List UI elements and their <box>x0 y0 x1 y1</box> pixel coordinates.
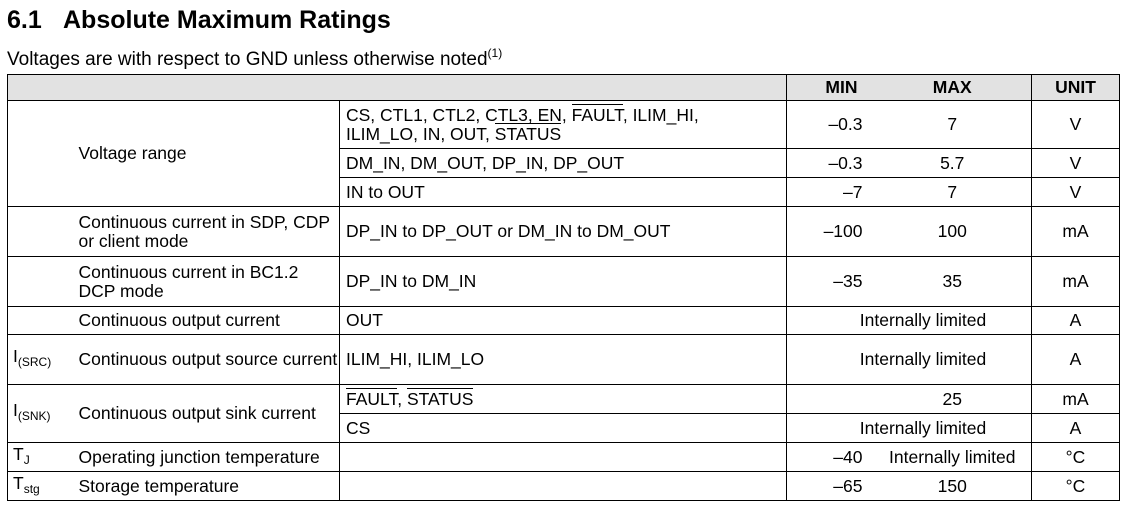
header-unit: UNIT <box>1032 75 1120 101</box>
description-cell: Continuous current in SDP, CDP or client mode <box>75 207 340 257</box>
description-cell: Continuous current in BC1.2 DCP mode <box>75 257 340 307</box>
min-cell: –0.3 <box>787 101 874 149</box>
condition-cell: CS <box>340 414 787 443</box>
condition-cell <box>340 472 787 501</box>
overbar-fault: FAULT <box>571 104 623 125</box>
max-cell: 5.7 <box>874 149 1032 178</box>
minmax-cell: Internally limited <box>787 307 1032 335</box>
unit-cell: °C <box>1032 443 1120 472</box>
unit-cell: A <box>1032 335 1120 385</box>
max-cell: 35 <box>874 257 1032 307</box>
table-row <box>8 307 1120 335</box>
condition-cell: ILIM_HI, ILIM_LO <box>340 335 787 385</box>
overbar-status: STATUS <box>406 388 474 409</box>
ratings-table <box>7 74 1120 501</box>
description-cell: Continuous output current <box>75 307 340 335</box>
description-cell: Continuous output source current <box>75 335 340 385</box>
max-cell: 25 <box>874 385 1032 414</box>
table-row <box>8 257 1120 307</box>
unit-cell: V <box>1032 101 1120 149</box>
header-row <box>8 75 1120 101</box>
description-cell: Operating junction temperature <box>75 443 340 472</box>
max-cell: 7 <box>874 178 1032 207</box>
min-cell: –35 <box>787 257 874 307</box>
table-row <box>8 101 1120 149</box>
section-heading <box>7 6 391 35</box>
max-cell: 100 <box>874 207 1032 257</box>
minmax-cell: Internally limited <box>787 414 1032 443</box>
min-cell <box>787 385 874 414</box>
unit-cell: A <box>1032 307 1120 335</box>
minmax-cell: Internally limited <box>787 335 1032 385</box>
unit-cell: V <box>1032 178 1120 207</box>
section-number: 6.1 <box>7 6 42 34</box>
description-cell: Storage temperature <box>75 472 340 501</box>
symbol-cell: $T_{stg}$ <box>8 472 75 501</box>
condition-cell: DM_IN, DM_OUT, DP_IN, DP_OUT <box>340 149 787 178</box>
min-cell: –7 <box>787 178 874 207</box>
overbar-status: STATUS <box>494 123 562 144</box>
subtitle-text: Voltages are with respect to GND unless otherwise noted <box>7 49 488 70</box>
table-row <box>8 443 1120 472</box>
symbol-cell: $I_{(SRC)}$ <box>8 335 75 385</box>
condition-cell: OUT <box>340 307 787 335</box>
min-cell: –40 <box>787 443 874 472</box>
symbol-cell <box>8 307 75 335</box>
unit-cell: mA <box>1032 257 1120 307</box>
description-cell: Continuous output sink current <box>75 385 340 443</box>
unit-cell: mA <box>1032 207 1120 257</box>
min-cell: –65 <box>787 472 874 501</box>
table-row <box>8 207 1120 257</box>
symbol-cell <box>8 207 75 257</box>
min-cell: –100 <box>787 207 874 257</box>
description-cell: Voltage range <box>75 101 340 207</box>
symbol-cell <box>8 257 75 307</box>
header-min: MIN <box>787 75 874 101</box>
unit-cell: mA <box>1032 385 1120 414</box>
condition-cell: FAULT, STATUS <box>340 385 787 414</box>
symbol-cell <box>8 101 75 207</box>
section-title: Absolute Maximum Ratings <box>63 6 391 34</box>
table-row <box>8 335 1120 385</box>
min-cell: –0.3 <box>787 149 874 178</box>
table-row <box>8 385 1120 414</box>
max-cell: 150 <box>874 472 1032 501</box>
table-row <box>8 472 1120 501</box>
condition-cell: DP_IN to DP_OUT or DM_IN to DM_OUT <box>340 207 787 257</box>
unit-cell: °C <box>1032 472 1120 501</box>
unit-cell: A <box>1032 414 1120 443</box>
unit-cell: V <box>1032 149 1120 178</box>
header-max: MAX <box>874 75 1032 101</box>
overbar-fault: FAULT <box>346 388 398 409</box>
max-cell: 7 <box>874 101 1032 149</box>
symbol-cell: $I_{(SNK)}$ <box>8 385 75 443</box>
condition-cell: DP_IN to DM_IN <box>340 257 787 307</box>
max-cell: Internally limited <box>874 443 1032 472</box>
condition-cell: CS, CTL1, CTL2, CTL3, EN, FAULT, ILIM_HI, ILIM_LO, IN, OUT, STATUS <box>340 101 787 149</box>
condition-cell: IN to OUT <box>340 178 787 207</box>
symbol-cell: $T_J$ <box>8 443 75 472</box>
footnote-ref: (1) <box>487 46 503 60</box>
table-subtitle <box>7 46 502 71</box>
condition-cell <box>340 443 787 472</box>
